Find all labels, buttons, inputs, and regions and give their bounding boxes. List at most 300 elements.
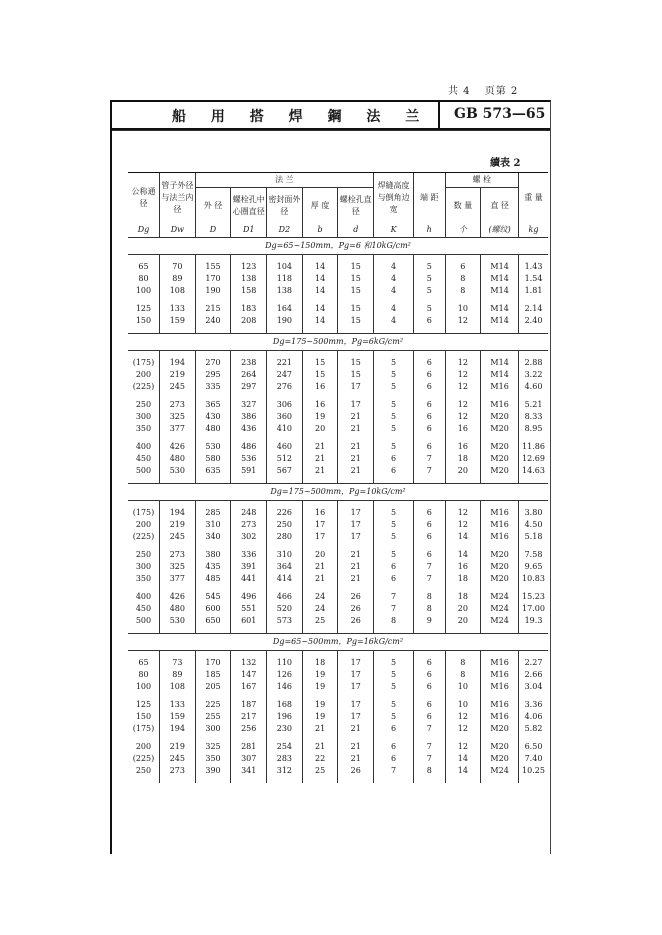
symbol-cell: D1 bbox=[231, 223, 267, 238]
table-cell: 14 bbox=[302, 285, 338, 297]
condition-text: Dg=65~500mm，Pg=16kG/cm² bbox=[128, 634, 548, 651]
table-cell: 15 bbox=[338, 303, 374, 315]
table-cell: 255 bbox=[195, 711, 231, 723]
table-cell: 190 bbox=[267, 315, 303, 327]
table-cell: 4 bbox=[374, 261, 414, 273]
condition-row bbox=[128, 238, 548, 255]
table-cell: 480 bbox=[159, 603, 195, 615]
table-cell: 226 bbox=[267, 507, 303, 519]
table-cell: 5 bbox=[374, 519, 414, 531]
table-cell: 158 bbox=[231, 285, 267, 297]
table-cell: 14 bbox=[445, 549, 481, 561]
table-cell: 2.14 bbox=[519, 303, 549, 315]
table-cell: 12 bbox=[445, 711, 481, 723]
table-cell: 21 bbox=[302, 441, 338, 453]
table-cell: 3.22 bbox=[519, 369, 549, 381]
table-cell: 12 bbox=[445, 723, 481, 735]
table-cell: 20 bbox=[445, 615, 481, 627]
table-cell: 187 bbox=[231, 699, 267, 711]
table-cell: 536 bbox=[231, 453, 267, 465]
table-cell: M14 bbox=[481, 315, 519, 327]
table-cell: 14 bbox=[445, 753, 481, 765]
table-cell: 6 bbox=[414, 441, 445, 453]
table-cell: 15 bbox=[338, 369, 374, 381]
table-cell: 300 bbox=[135, 562, 152, 571]
table-cell: 200 bbox=[135, 520, 152, 529]
table-row bbox=[128, 699, 548, 711]
table-cell: 185 bbox=[195, 669, 231, 681]
table-cell: 5 bbox=[374, 669, 414, 681]
table-cell: 306 bbox=[267, 399, 303, 411]
table-cell: 24 bbox=[302, 603, 338, 615]
table-cell: 7 bbox=[414, 453, 445, 465]
table-cell: 22 bbox=[302, 753, 338, 765]
table-row bbox=[128, 753, 548, 765]
spacer-cell bbox=[195, 777, 231, 783]
table-cell: M14 bbox=[481, 285, 519, 297]
table-cell: M24 bbox=[481, 603, 519, 615]
table-cell: 19 bbox=[302, 711, 338, 723]
table-cell: 196 bbox=[267, 711, 303, 723]
table-cell: 551 bbox=[231, 603, 267, 615]
table-cell: 2.40 bbox=[519, 315, 549, 327]
table-cell: 281 bbox=[231, 741, 267, 753]
table-cell: 377 bbox=[159, 573, 195, 585]
table-cell: M16 bbox=[481, 699, 519, 711]
table-cell: 496 bbox=[231, 591, 267, 603]
table-cell: 10.25 bbox=[519, 765, 549, 777]
table-cell: 336 bbox=[231, 549, 267, 561]
table-cell: 215 bbox=[195, 303, 231, 315]
table-cell: M16 bbox=[481, 681, 519, 693]
table-cell: 245 bbox=[159, 753, 195, 765]
table-cell: 4 bbox=[374, 273, 414, 285]
title-rule bbox=[112, 130, 550, 131]
table-cell: 250 bbox=[267, 519, 303, 531]
table-cell: 125 bbox=[135, 700, 152, 709]
header-qty: 数 量 bbox=[445, 188, 481, 224]
table-cell: 17 bbox=[338, 699, 374, 711]
spacer-cell bbox=[374, 777, 414, 783]
table-cell: 21 bbox=[338, 465, 374, 477]
table-cell: 8 bbox=[414, 591, 445, 603]
table-cell: 21 bbox=[338, 411, 374, 423]
table-cell: 7 bbox=[414, 741, 445, 753]
table-row bbox=[128, 399, 548, 411]
table-row bbox=[128, 723, 548, 735]
table-cell: 310 bbox=[267, 549, 303, 561]
table-cell: (225) bbox=[132, 754, 155, 763]
table-cell: 18 bbox=[445, 591, 481, 603]
header-pipe: 管子外径与法兰内径 bbox=[159, 173, 195, 224]
table-cell: 426 bbox=[159, 591, 195, 603]
table-cell: 21 bbox=[338, 423, 374, 435]
table-cell: M20 bbox=[481, 753, 519, 765]
table-cell: 7 bbox=[414, 573, 445, 585]
table-cell: 5 bbox=[374, 507, 414, 519]
table-cell: 17 bbox=[338, 519, 374, 531]
table-cell: 273 bbox=[231, 519, 267, 531]
table-cell: 7 bbox=[414, 753, 445, 765]
table-cell: 270 bbox=[195, 357, 231, 369]
table-cell: 21 bbox=[302, 573, 338, 585]
table-cell: 480 bbox=[159, 453, 195, 465]
table-cell: 21 bbox=[338, 561, 374, 573]
table-cell: (175) bbox=[132, 508, 155, 517]
table-cell: 8 bbox=[445, 657, 481, 669]
table-cell: 21 bbox=[338, 723, 374, 735]
table-cell: 12 bbox=[445, 411, 481, 423]
table-cell: 5 bbox=[374, 657, 414, 669]
page-total: 共 4 bbox=[448, 86, 471, 97]
table-cell: 12 bbox=[445, 315, 481, 327]
header-seal-d: 密封面外径 bbox=[267, 188, 303, 224]
page-number: 页第 2 bbox=[484, 86, 519, 97]
table-cell: 20 bbox=[302, 423, 338, 435]
table-row bbox=[128, 741, 548, 753]
document-title: 船 用 搭 焊 鋼 法 兰 bbox=[172, 109, 430, 125]
table-cell: 100 bbox=[135, 682, 152, 691]
table-cell: 17 bbox=[302, 519, 338, 531]
table-cell: 14 bbox=[302, 273, 338, 285]
table-cell: 5.21 bbox=[519, 399, 549, 411]
document-frame bbox=[110, 100, 551, 854]
table-row bbox=[128, 357, 548, 369]
table-cell: 7 bbox=[374, 603, 414, 615]
table-cell: 12 bbox=[445, 399, 481, 411]
table-cell: 450 bbox=[135, 454, 152, 463]
table-cell: 5 bbox=[374, 699, 414, 711]
table-row bbox=[128, 423, 548, 435]
table-cell: 21 bbox=[302, 723, 338, 735]
table-cell: 364 bbox=[267, 561, 303, 573]
table-cell: M16 bbox=[481, 531, 519, 543]
table-cell: 16 bbox=[302, 507, 338, 519]
table-cell: 6 bbox=[374, 453, 414, 465]
table-cell: M16 bbox=[481, 399, 519, 411]
table-cell: 414 bbox=[267, 573, 303, 585]
spacer-cell bbox=[159, 777, 195, 783]
table-cell: 219 bbox=[159, 519, 195, 531]
table-cell: 12 bbox=[445, 369, 481, 381]
table-cell: 14 bbox=[302, 315, 338, 327]
table-cell: 601 bbox=[231, 615, 267, 627]
table-cell: 5 bbox=[374, 423, 414, 435]
table-cell: 159 bbox=[159, 711, 195, 723]
table-row bbox=[128, 507, 548, 519]
table-cell: 600 bbox=[195, 603, 231, 615]
table-cell: 10.83 bbox=[519, 573, 549, 585]
table-cell: 390 bbox=[195, 765, 231, 777]
table-cell: 6 bbox=[414, 711, 445, 723]
table-cell: 5.18 bbox=[519, 531, 549, 543]
table-cell: 7.58 bbox=[519, 549, 549, 561]
table-cell: 133 bbox=[159, 303, 195, 315]
table-cell: 16 bbox=[445, 441, 481, 453]
table-cell: 15.23 bbox=[519, 591, 549, 603]
table-cell: 26 bbox=[338, 591, 374, 603]
table-cell: 436 bbox=[231, 423, 267, 435]
table-row bbox=[128, 657, 548, 669]
table-cell: 283 bbox=[267, 753, 303, 765]
spacer-cell bbox=[445, 777, 481, 783]
table-cell: 146 bbox=[267, 681, 303, 693]
table-cell: 17 bbox=[302, 531, 338, 543]
table-cell: 9 bbox=[414, 615, 445, 627]
table-cell: 500 bbox=[135, 616, 152, 625]
table-cell: 20 bbox=[445, 603, 481, 615]
table-cell: M16 bbox=[481, 381, 519, 393]
table-cell: 17 bbox=[338, 381, 374, 393]
table-cell: 24 bbox=[302, 591, 338, 603]
symbol-cell: Dw bbox=[159, 223, 195, 238]
table-cell: 480 bbox=[195, 423, 231, 435]
table-cell: 6 bbox=[374, 573, 414, 585]
table-cell: 7 bbox=[374, 591, 414, 603]
table-cell: 335 bbox=[195, 381, 231, 393]
table-cell: 6 bbox=[414, 549, 445, 561]
table-cell: M16 bbox=[481, 519, 519, 531]
table-row bbox=[128, 411, 548, 423]
table-cell: 297 bbox=[231, 381, 267, 393]
table-cell: 245 bbox=[159, 381, 195, 393]
table-cell: 5 bbox=[414, 261, 445, 273]
table-cell: 26 bbox=[338, 615, 374, 627]
table-cell: 5 bbox=[414, 273, 445, 285]
table-row bbox=[128, 549, 548, 561]
table-cell: 170 bbox=[195, 657, 231, 669]
symbol-cell: D2 bbox=[267, 223, 303, 238]
table-cell: 18 bbox=[445, 573, 481, 585]
table-cell: 486 bbox=[231, 441, 267, 453]
table-row bbox=[128, 573, 548, 585]
table-cell: 5 bbox=[414, 303, 445, 315]
table-cell: M20 bbox=[481, 573, 519, 585]
table-cell: M24 bbox=[481, 765, 519, 777]
symbol-cell: Dg bbox=[137, 225, 150, 234]
table-cell: 132 bbox=[231, 657, 267, 669]
table-cell: 190 bbox=[195, 285, 231, 297]
table-body bbox=[128, 238, 548, 784]
table-cell: M14 bbox=[481, 303, 519, 315]
table-cell: 650 bbox=[195, 615, 231, 627]
table-cell: 167 bbox=[231, 681, 267, 693]
table-cell: 6 bbox=[414, 699, 445, 711]
table-cell: 380 bbox=[195, 549, 231, 561]
table-cell: 126 bbox=[267, 669, 303, 681]
table-cell: 21 bbox=[338, 441, 374, 453]
table-cell: 400 bbox=[135, 592, 152, 601]
table-cell: 350 bbox=[195, 753, 231, 765]
table-cell: 194 bbox=[159, 507, 195, 519]
table-row bbox=[128, 591, 548, 603]
table-cell: 591 bbox=[231, 465, 267, 477]
table-cell: M14 bbox=[481, 357, 519, 369]
table-cell: 17 bbox=[338, 711, 374, 723]
table-cell: 7 bbox=[374, 765, 414, 777]
table-cell: 21 bbox=[338, 453, 374, 465]
table-cell: 6 bbox=[414, 657, 445, 669]
table-cell: 485 bbox=[195, 573, 231, 585]
header-dia: 直 径 bbox=[481, 188, 519, 224]
table-cell: 221 bbox=[267, 357, 303, 369]
table-cell: 247 bbox=[267, 369, 303, 381]
table-cell: 138 bbox=[267, 285, 303, 297]
header-weight: 重 量 bbox=[519, 173, 549, 224]
table-cell: 6 bbox=[414, 423, 445, 435]
table-cell: 17 bbox=[338, 681, 374, 693]
table-cell: 635 bbox=[195, 465, 231, 477]
table-cell: 350 bbox=[135, 574, 152, 583]
table-cell: 225 bbox=[195, 699, 231, 711]
table-cell: 512 bbox=[267, 453, 303, 465]
table-cell: 302 bbox=[231, 531, 267, 543]
table-cell: 441 bbox=[231, 573, 267, 585]
table-cell: 3.80 bbox=[519, 507, 549, 519]
table-cell: 15 bbox=[302, 369, 338, 381]
table-cell: 254 bbox=[267, 741, 303, 753]
table-cell: 238 bbox=[231, 357, 267, 369]
table-cell: 295 bbox=[195, 369, 231, 381]
table-row bbox=[128, 531, 548, 543]
table-row bbox=[128, 381, 548, 393]
table-cell: 5 bbox=[374, 411, 414, 423]
table-cell: 118 bbox=[267, 273, 303, 285]
spacer-cell bbox=[302, 777, 338, 783]
table-cell: 70 bbox=[159, 261, 195, 273]
table-cell: 450 bbox=[135, 604, 152, 613]
table-cell: 2.27 bbox=[519, 657, 549, 669]
table-cell: 15 bbox=[338, 273, 374, 285]
table-cell: 435 bbox=[195, 561, 231, 573]
table-cell: 391 bbox=[231, 561, 267, 573]
table-cell: 5 bbox=[414, 285, 445, 297]
table-cell: 520 bbox=[267, 603, 303, 615]
table-row bbox=[128, 273, 548, 285]
table-cell: 8 bbox=[445, 273, 481, 285]
table-cell: M16 bbox=[481, 711, 519, 723]
table-cell: 17 bbox=[338, 507, 374, 519]
table-cell: 6 bbox=[414, 411, 445, 423]
table-cell: 26 bbox=[338, 765, 374, 777]
table-cell: 17.00 bbox=[519, 603, 549, 615]
table-cell: 5 bbox=[374, 549, 414, 561]
table-cell: 5 bbox=[374, 441, 414, 453]
table-cell: 150 bbox=[135, 712, 152, 721]
table-cell: 19 bbox=[302, 681, 338, 693]
table-cell: 400 bbox=[135, 442, 152, 451]
table-cell: 300 bbox=[195, 723, 231, 735]
table-cell: 17 bbox=[338, 531, 374, 543]
header-outer-d: 外 径 bbox=[195, 188, 231, 224]
table-cell: 15 bbox=[338, 285, 374, 297]
symbol-cell: K bbox=[374, 223, 414, 238]
table-row bbox=[128, 453, 548, 465]
table-cell: 5 bbox=[374, 381, 414, 393]
table-cell: 6 bbox=[414, 507, 445, 519]
table-cell: 280 bbox=[267, 531, 303, 543]
table-cell: 248 bbox=[231, 507, 267, 519]
table-cell: 16 bbox=[302, 381, 338, 393]
table-cell: 26 bbox=[338, 603, 374, 615]
condition-row bbox=[128, 484, 548, 501]
table-cell: 9.65 bbox=[519, 561, 549, 573]
table-header bbox=[128, 173, 548, 238]
table-cell: 150 bbox=[135, 316, 152, 325]
table-cell: 8 bbox=[445, 669, 481, 681]
table-row bbox=[128, 315, 548, 327]
table-cell: 194 bbox=[159, 723, 195, 735]
table-cell: M16 bbox=[481, 657, 519, 669]
spacer-cell bbox=[128, 777, 159, 783]
symbol-cell: (螺纹) bbox=[481, 223, 519, 238]
table-cell: 7 bbox=[414, 465, 445, 477]
spacer-cell bbox=[267, 777, 303, 783]
symbol-cell: kg bbox=[519, 223, 549, 238]
table-cell: 245 bbox=[159, 531, 195, 543]
table-cell: 341 bbox=[231, 765, 267, 777]
table-cell: 12 bbox=[445, 519, 481, 531]
table-cell: 80 bbox=[138, 274, 149, 283]
table-cell: 3.36 bbox=[519, 699, 549, 711]
table-cell: 65 bbox=[138, 658, 149, 667]
symbol-cell: d bbox=[338, 223, 374, 238]
table-cell: 350 bbox=[135, 424, 152, 433]
table-cell: 10 bbox=[445, 303, 481, 315]
table-cell: M24 bbox=[481, 591, 519, 603]
table-cell: 285 bbox=[195, 507, 231, 519]
table-cell: M20 bbox=[481, 453, 519, 465]
table-cell: 2.88 bbox=[519, 357, 549, 369]
table-cell: 8.95 bbox=[519, 423, 549, 435]
table-cell: 340 bbox=[195, 531, 231, 543]
table-cell: 530 bbox=[159, 465, 195, 477]
table-cell: 21 bbox=[338, 753, 374, 765]
table-cell: 5 bbox=[374, 357, 414, 369]
table-cell: 21 bbox=[302, 465, 338, 477]
header-bolt-hole: 螺栓孔直径 bbox=[338, 188, 374, 224]
table-cell: 567 bbox=[267, 465, 303, 477]
table-cell: 4.06 bbox=[519, 711, 549, 723]
spacer-cell bbox=[338, 777, 374, 783]
table-cell: 5 bbox=[374, 681, 414, 693]
table-cell: 108 bbox=[159, 681, 195, 693]
table-cell: 6 bbox=[414, 681, 445, 693]
table-cell: 170 bbox=[195, 273, 231, 285]
table-row bbox=[128, 603, 548, 615]
table-cell: 10 bbox=[445, 699, 481, 711]
table-cell: 19 bbox=[302, 411, 338, 423]
table-cell: 194 bbox=[159, 357, 195, 369]
table-cell: 12 bbox=[445, 741, 481, 753]
table-cell: 12 bbox=[445, 357, 481, 369]
table-cell: 138 bbox=[231, 273, 267, 285]
table-cell: 325 bbox=[159, 561, 195, 573]
condition-text: Dg=175~500mm，Pg=10kG/cm² bbox=[128, 484, 548, 501]
table-cell: M20 bbox=[481, 741, 519, 753]
table-cell: 18 bbox=[302, 657, 338, 669]
table-cell: 80 bbox=[138, 670, 149, 679]
table-cell: 310 bbox=[195, 519, 231, 531]
table-cell: 7 bbox=[414, 723, 445, 735]
table-cell: 2.66 bbox=[519, 669, 549, 681]
standard-code: GB 573—65 bbox=[454, 106, 546, 122]
table-cell: 6 bbox=[414, 519, 445, 531]
table-cell: 6 bbox=[414, 315, 445, 327]
spacer-row bbox=[128, 777, 548, 783]
header-weld: 焊縫高度与倒角边宽 bbox=[374, 173, 414, 224]
table-cell: M16 bbox=[481, 507, 519, 519]
